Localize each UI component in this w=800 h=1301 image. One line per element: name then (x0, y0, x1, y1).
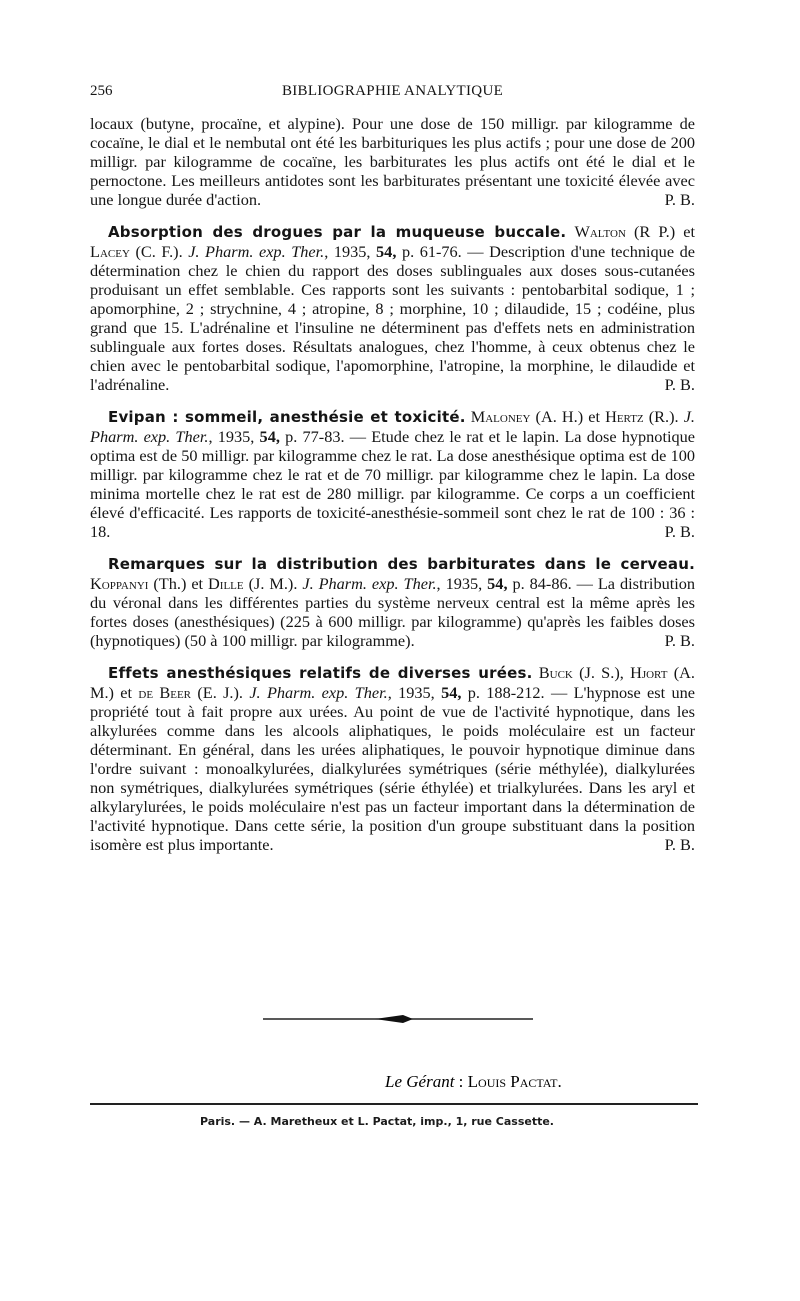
entry-text: locaux (butyne, procaïne, et alypine). Pour une dose de 150 milligr. par kilogramme de cocaïne, le dial et le nembutal ont été les barbituriques les plus actifs ; pour une dose de 200 milligr. par kilogramme de cocaïne, les barbiturates les plus actifs ont été le dial et le pernoctone. Les meilleurs antidotes sont les barbiturates présentant une toxicité élevée avec une longue durée d'action. (90, 114, 695, 209)
running-head (90, 82, 695, 102)
entry-title: Evipan : sommeil, anesthésie et toxicité. (108, 408, 466, 426)
entry-text: La distribution du véronal dans les différentes parties du système nerveux central est la même après les fortes doses (anesthésiques) (225 à 600 milligr. par kilogramme) qu'après les faibles doses (hypnotiques) (50 à 100 milligr. par kilogramme). (90, 574, 696, 650)
entry-title: Absorption des drogues par la muqueuse buccale. (108, 223, 567, 241)
entry-text: Description d'une technique de détermination chez le chien du rapport des doses sublinguales aux doses sous-cutanées produisant un effet semblable. Ces rapports sont les suivants : pentobarbital sodique, 1 ; apomorphine, 2 ; strychnine, 4 ; atropine, 8 ; morphine, 10 ; dilaudide, 15 ; codéine, plus grand que 15. L'adrénaline et l'insuline ne déterminent pas d'effets nets en administration sublinguale aux fortes doses. Résultats analogues, chez l'homme, à ceux obtenus chez le chien avec le pentobarbital sodique, l'apomorphine, l'atropine, la morphine, le dilaudide et l'adrénaline. (90, 242, 695, 394)
author-initials: (A. M.) et (90, 663, 695, 702)
entry-evipan: Evipan : sommeil, anesthésie et toxicité. Maloney (A. H.) et Hertz (R.). J. Pharm. exp. Ther., 1935, 54, p. 77-83. — Etude chez le rat et le lapin. La dose hypnotique optima est de 50 milligr. par kilogramme chez le rat. La dose anesthésique optima est de 100 milligr. par kilogramme chez le rat et de 70 milligr. par kilogramme chez le lapin. La dose minima mortelle chez le rat est de 280 milligr. par kilogramme. Ce corps a un coefficient élevé d'efficacité. Les rapports de toxicité-anesthésie-sommeil sont chez le rat de 100 : 36 : 18. P. B. (90, 407, 695, 541)
entry-initials: P. B. (664, 190, 695, 209)
conjunction: et (191, 574, 204, 593)
entry-initials: P. B. (664, 375, 695, 394)
author-initials: (A. H.) (535, 407, 584, 426)
conjunction: et (588, 407, 600, 426)
author-initials: (R.). (648, 407, 679, 426)
journal-year: 1935, (217, 427, 255, 446)
journal-name: J. Pharm. exp. Ther. (90, 407, 695, 446)
author-initials: (R P.) (634, 222, 676, 241)
entry-title: Remarques sur la distribution des barbiturates dans le cerveau. (108, 555, 695, 573)
entry-remarques: Remarques sur la distribution des barbiturates dans le cerveau. Koppanyi (Th.) et Dille (J. M.). J. Pharm. exp. Ther., 1935, 54, p. 84-86. — La distribution du véronal dans les différentes parties du système nerveux central est la même après les fortes doses (anesthésiques) (225 à 600 milligr. par kilogramme) qu'après les faibles doses (hypnotiques) (50 à 100 milligr. par kilogramme). P. B. (90, 555, 696, 650)
journal-volume: 54, (487, 574, 508, 593)
signature-separator: : (458, 1072, 464, 1091)
author-name: Lacey (90, 242, 130, 261)
journal-name: J. Pharm. exp. Ther. (249, 683, 388, 702)
journal-pages: p. 188-212. — (467, 683, 568, 702)
entry-title: Effets anesthésiques relatifs de diverses urées. (108, 664, 533, 682)
conjunction: et (683, 222, 696, 241)
entry-initials: P. B. (664, 522, 695, 541)
running-title: BIBLIOGRAPHIE ANALYTIQUE (281, 83, 504, 99)
author-name: Koppanyi (90, 574, 149, 593)
journal-year: 1935, (398, 683, 435, 702)
entry-initials: P. B. (664, 631, 695, 650)
journal-name: J. Pharm. exp. Ther. (302, 574, 437, 593)
author-initials: (Th.) (153, 574, 187, 593)
journal-volume: 54, (376, 242, 397, 261)
signature-label: Le Gérant (385, 1072, 455, 1091)
journal-pages: p. 84-86. — (512, 574, 593, 593)
entry-absorption: Absorption des drogues par la muqueuse buccale. Walton (R P.) et Lacey (C. F.). J. Pharm. exp. Ther., 1935, 54, p. 61-76. — Description d'une technique de détermination chez le chien du rapport des doses sublinguales aux doses sous-cutanées produisant un effet semblable. Ces rapports sont les suivants : pentobarbital sodique, 1 ; apomorphine, 2 ; strychnine, 4 ; atropine, 8 ; morphine, 10 ; dilaudide, 15 ; codéine, plus grand que 15. L'adrénaline et l'insuline ne déterminent pas d'effets nets en administration sublinguale aux fortes doses. Résultats analogues, chez l'homme, à ceux obtenus chez le chien avec le pentobarbital sodique, l'apomorphine, l'atropine, la morphine, le dilaudide et l'adrénaline. P. B. (90, 222, 696, 394)
author-name: Walton (574, 222, 626, 241)
author-name: Dille (208, 574, 244, 593)
journal-year: 1935, (445, 574, 483, 593)
journal-pages: p. 61-76. — (401, 242, 484, 261)
entry-effets: Effets anesthésiques relatifs de diverses urées. Buck (J. S.), Hjort (A. M.) et de Beer (E. J.). J. Pharm. exp. Ther., 1935, 54, p. 188-212. — L'hypnose est une propriété tout à fait propre aux urées. Au point de vue de l'activité hypnotique, dans les alkylurées comme dans les alcools aliphatiques, le poids moléculaire est un facteur déterminant. En général, dans les urées aliphatiques, le pouvoir hypnotique diminue dans l'ordre suivant : monoalkylurées, dialkylurées symétriques (série méthylée), dialkylurées non symétriques, dialkylurées symétriques (série éthylée) et trialkylurées. Dans les aryl et alkylarylurées, le poids moléculaire n'est pas un facteur important dans la détermination de l'activité hypnotique. Dans cette série, la position d'un groupe substituant dans la position isomère est plus importante. P. B. (90, 663, 695, 854)
author-name: Maloney (470, 407, 531, 426)
entry-text: L'hypnose est une propriété tout à fait propre aux urées. Au point de vue de l'activité hypnotique, dans les alkylurées comme dans les alcools aliphatiques, le poids moléculaire est un facteur déterminant. En général, dans les urées aliphatiques, le pouvoir hypnotique diminue dans l'ordre suivant : monoalkylurées, dialkylurées symétriques (série méthylée), dialkylurées non symétriques, dialkylurées symétriques (série éthylée) et trialkylurées. Dans les aryl et alkylarylurées, le poids moléculaire n'est pas un facteur important dans la détermination de l'activité hypnotique. Dans cette série, la position d'un groupe substituant dans la position isomère est plus importante. (90, 683, 695, 854)
author-initials: (C. F.). (135, 242, 183, 261)
journal-pages: p. 77-83. — (285, 427, 367, 446)
author-name: Hjort (630, 663, 668, 682)
entry-text: Etude chez le rat et le lapin. La dose hypnotique optima est de 50 milligr. par kilogramme chez le rat. La dose anesthésique optima est de 100 milligr. par kilogramme chez le rat et de 70 milligr. par kilogramme chez le lapin. La dose minima mortelle chez le rat est de 280 milligr. par kilogramme. Ce corps a un coefficient élevé d'efficacité. Les rapports de toxicité-anesthésie-sommeil sont chez le rat de 100 : 36 : 18. (90, 427, 695, 541)
author-name: Buck (538, 663, 573, 682)
entry-continuation (90, 114, 695, 209)
author-name: de Beer (138, 683, 191, 702)
footer-rule (90, 1103, 698, 1105)
author-initials: (J. S.), (579, 663, 624, 682)
page-body (90, 82, 695, 867)
author-initials: (E. J.). (197, 683, 243, 702)
signature (385, 1072, 562, 1092)
journal-volume: 54, (259, 427, 280, 446)
journal-name: J. Pharm. exp. Ther. (188, 242, 325, 261)
imprint: Paris. — A. Maretheux et L. Pactat, imp., 1, rue Cassette. (200, 1115, 554, 1128)
ornament-rule (263, 1012, 533, 1026)
page-number: 256 (90, 83, 113, 99)
entry-initials: P. B. (664, 835, 695, 854)
journal-year: 1935, (333, 242, 371, 261)
author-name: Hertz (605, 407, 644, 426)
author-initials: (J. M.). (248, 574, 298, 593)
signature-name: Louis Pactat. (467, 1072, 562, 1091)
journal-volume: 54, (441, 683, 462, 702)
